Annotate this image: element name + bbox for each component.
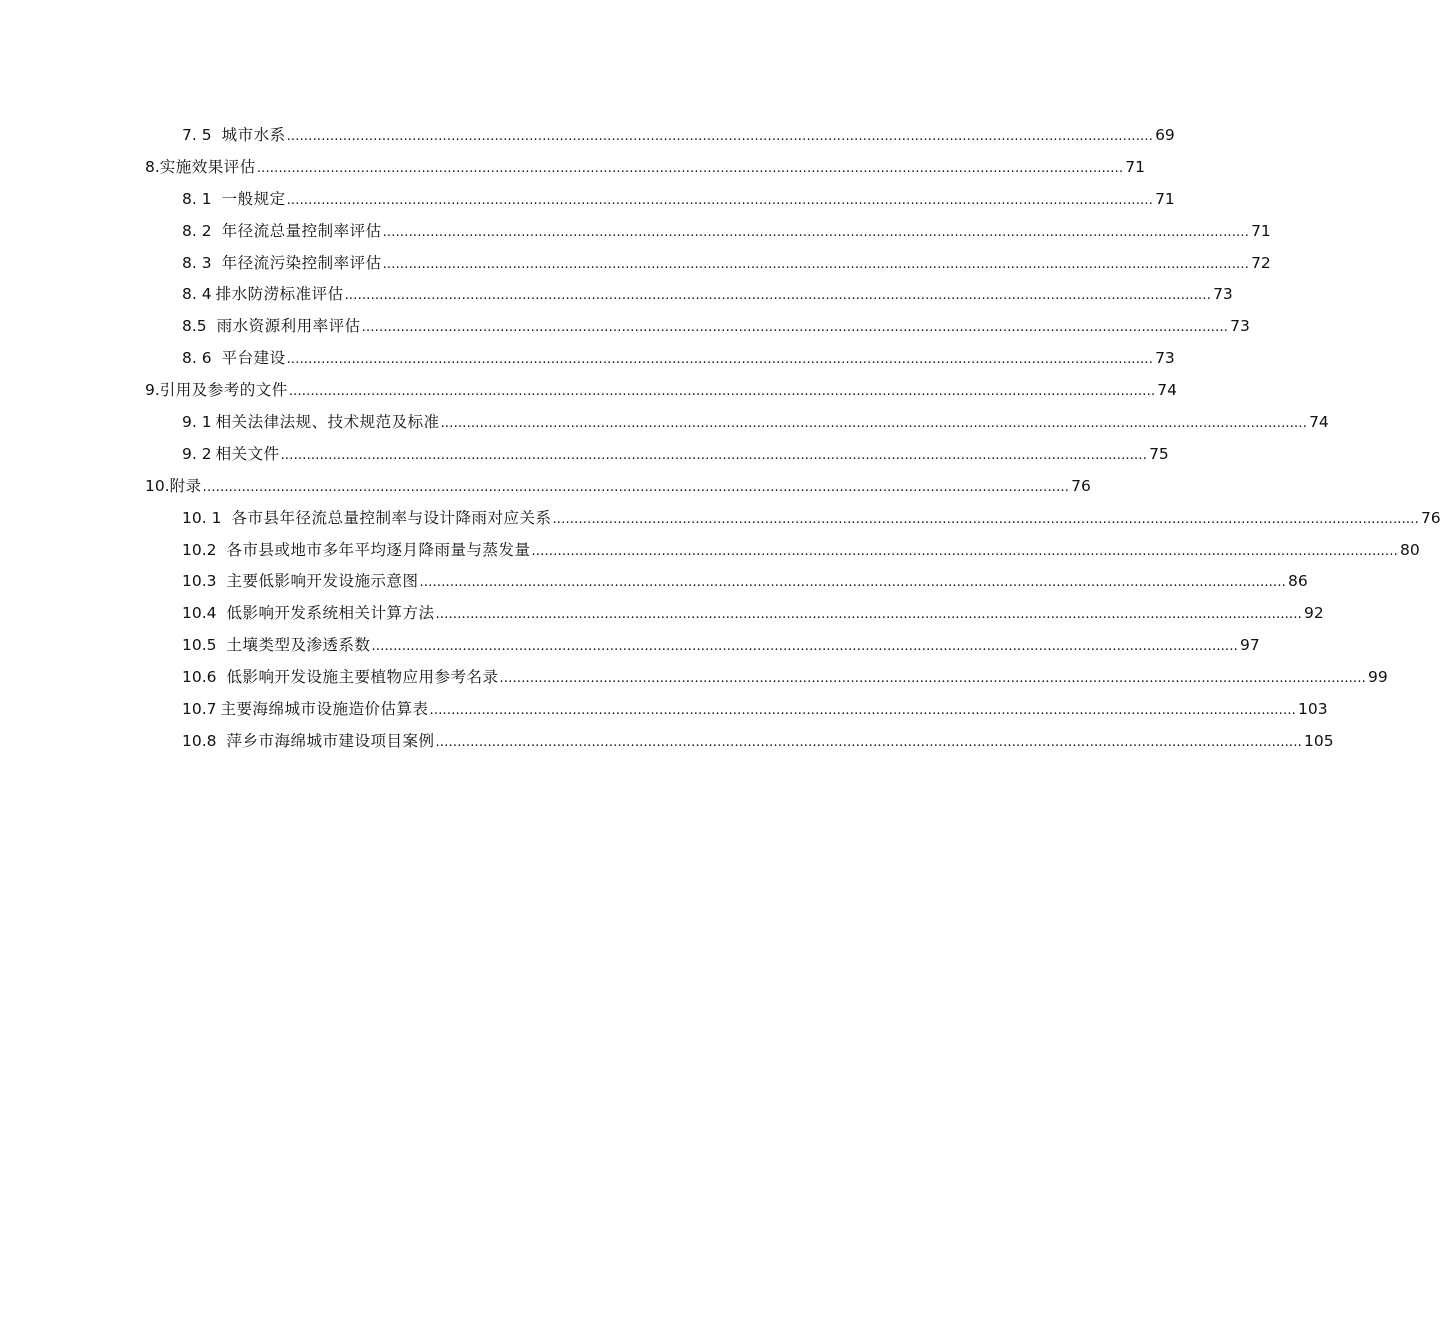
toc-entry[interactable] <box>0 661 1388 693</box>
toc-entry-title: 雨水资源利用率评估 <box>216 317 361 336</box>
toc-leader-dots: ........................................................................................................................................................................................................ <box>382 256 1250 272</box>
toc-entry-page: 74 <box>1309 413 1329 432</box>
toc-leader-dots: ........................................................................................................................................................................................................ <box>419 575 1286 591</box>
toc-leader-dots: ........................................................................................................................................................................................................ <box>202 479 1070 495</box>
toc-entry-page: 99 <box>1368 668 1388 687</box>
toc-entry[interactable] <box>0 215 1271 247</box>
toc-entry-page: 69 <box>1155 126 1175 144</box>
toc-entry-title: 萍乡市海绵城市建设项目案例 <box>226 731 435 750</box>
toc-entry-number: 8. 3 <box>182 253 212 272</box>
toc-entry[interactable] <box>0 374 1178 406</box>
toc-entry[interactable] <box>0 278 1233 310</box>
toc-entry-number: 10.7 <box>182 700 217 719</box>
toc-entry-number: 10.6 <box>182 668 217 687</box>
toc-leader-dots: ........................................................................................................................................................................................................ <box>435 607 1302 623</box>
toc-entry-number: 8. 2 <box>182 221 212 240</box>
toc-entry[interactable] <box>0 693 1328 725</box>
toc-entry-title: 低影响开发系统相关计算方法 <box>226 604 435 623</box>
toc-leader-dots: ........................................................................................................................................................................................................ <box>280 447 1148 463</box>
toc-entry-page: 74 <box>1157 381 1178 400</box>
toc-entry-title: 一般规定 <box>221 189 286 208</box>
toc-entry-page: 76 <box>1071 476 1091 495</box>
toc-entry-number: 9. 1 <box>182 413 212 432</box>
toc-entry-number: 8. 1 <box>182 189 212 208</box>
toc-leader-dots: ........................................................................................................................................................................................................ <box>286 352 1154 368</box>
toc-entry[interactable] <box>0 310 1250 342</box>
toc-leader-dots: ........................................................................................................................................................................................................ <box>286 192 1154 208</box>
toc-entry-page: 73 <box>1230 317 1250 336</box>
toc-entry-title: 引用及参考的文件 <box>159 381 288 400</box>
toc-entry-title: 城市水系 <box>221 126 286 144</box>
toc-entry-number: 10.8 <box>182 731 217 750</box>
toc-entry-number: 10.3 <box>182 572 217 591</box>
toc-entry[interactable] <box>0 183 1175 215</box>
toc-entry[interactable] <box>0 502 1441 534</box>
toc-entry-title: 土壤类型及渗透系数 <box>226 636 371 655</box>
toc-entry-number: 8.5 <box>182 317 207 336</box>
toc-entry-number: 10. 1 <box>182 508 222 527</box>
toc-leader-dots: ........................................................................................................................................................................................................ <box>499 671 1366 687</box>
toc-entry-page: 72 <box>1251 253 1271 272</box>
toc-leader-dots: ........................................................................................................................................................................................................ <box>288 384 1156 400</box>
toc-leader-dots: ........................................................................................................................................................................................................ <box>344 288 1212 304</box>
toc-entry-title: 低影响开发设施主要植物应用参考名录 <box>226 668 499 687</box>
toc-entry-title: 主要海绵城市设施造价估算表 <box>220 700 429 719</box>
toc-entry-page: 76 <box>1420 508 1441 527</box>
toc-entry-title: 实施效果评估 <box>159 157 256 176</box>
toc-entry-number: 8. 4 <box>182 285 212 304</box>
toc-entry-title: 年径流总量控制率评估 <box>221 221 382 240</box>
toc-leader-dots: ........................................................................................................................................................................................................ <box>286 129 1154 144</box>
toc-entry[interactable] <box>0 725 1334 757</box>
toc-entry-page: 97 <box>1240 636 1260 655</box>
toc-entry[interactable] <box>0 438 1169 470</box>
toc-leader-dots: ........................................................................................................................................................................................................ <box>435 734 1302 750</box>
toc-entry-title: 平台建设 <box>221 349 286 368</box>
toc-entry-title: 各市县或地市多年平均逐月降雨量与蒸发量 <box>226 540 531 559</box>
toc-entry-page: 103 <box>1298 700 1328 719</box>
toc-entry-page: 73 <box>1213 285 1233 304</box>
toc-entry-number: 10.2 <box>182 540 217 559</box>
toc-entry[interactable] <box>0 247 1271 279</box>
toc-entry-title: 相关法律法规、技术规范及标准 <box>215 413 440 432</box>
toc-leader-dots: ........................................................................................................................................................................................................ <box>429 703 1296 719</box>
toc-leader-dots: ........................................................................................................................................................................................................ <box>256 160 1124 176</box>
toc-entry-title: 各市县年径流总量控制率与设计降雨对应关系 <box>231 508 552 527</box>
toc-entry-number: 10.4 <box>182 604 217 623</box>
toc-entry-number: 10. <box>145 476 170 495</box>
toc-entry-number: 8. 6 <box>182 349 212 368</box>
toc-entry-page: 80 <box>1400 540 1420 559</box>
toc-entry-title: 排水防涝标准评估 <box>215 285 344 304</box>
toc-entry[interactable] <box>0 342 1175 374</box>
toc-entry-page: 86 <box>1288 572 1308 591</box>
toc-entry-title: 年径流污染控制率评估 <box>221 253 382 272</box>
table-of-contents <box>0 119 1441 757</box>
toc-entry-page: 105 <box>1304 731 1334 750</box>
toc-entry[interactable] <box>0 151 1146 183</box>
toc-leader-dots: ........................................................................................................................................................................................................ <box>361 320 1229 336</box>
toc-entry[interactable] <box>0 119 1175 151</box>
toc-entry[interactable] <box>0 470 1091 502</box>
toc-leader-dots: ........................................................................................................................................................................................................ <box>382 224 1250 240</box>
toc-entry-page: 71 <box>1125 157 1146 176</box>
toc-entry-page: 71 <box>1155 189 1175 208</box>
toc-entry-title: 附录 <box>169 476 202 495</box>
toc-entry[interactable] <box>0 534 1420 566</box>
toc-entry-page: 73 <box>1155 349 1175 368</box>
toc-entry[interactable] <box>0 565 1308 597</box>
toc-entry-title: 主要低影响开发设施示意图 <box>226 572 419 591</box>
toc-entry-number: 9. 2 <box>182 444 212 463</box>
toc-leader-dots: ........................................................................................................................................................................................................ <box>440 416 1308 432</box>
toc-entry-number: 9. <box>145 381 160 400</box>
toc-entry-title: 相关文件 <box>215 444 280 463</box>
toc-entry-number: 10.5 <box>182 636 217 655</box>
toc-entry[interactable] <box>0 597 1324 629</box>
toc-entry-number: 7. 5 <box>182 126 212 144</box>
toc-entry[interactable] <box>0 406 1329 438</box>
toc-leader-dots: ........................................................................................................................................................................................................ <box>552 511 1419 527</box>
toc-entry-page: 92 <box>1304 604 1324 623</box>
toc-entry-number: 8. <box>145 157 160 176</box>
toc-entry-page: 75 <box>1149 444 1169 463</box>
toc-entry[interactable] <box>0 629 1260 661</box>
toc-leader-dots: ........................................................................................................................................................................................................ <box>371 639 1238 655</box>
toc-leader-dots: ........................................................................................................................................................................................................ <box>531 543 1398 559</box>
toc-entry-page: 71 <box>1251 221 1271 240</box>
